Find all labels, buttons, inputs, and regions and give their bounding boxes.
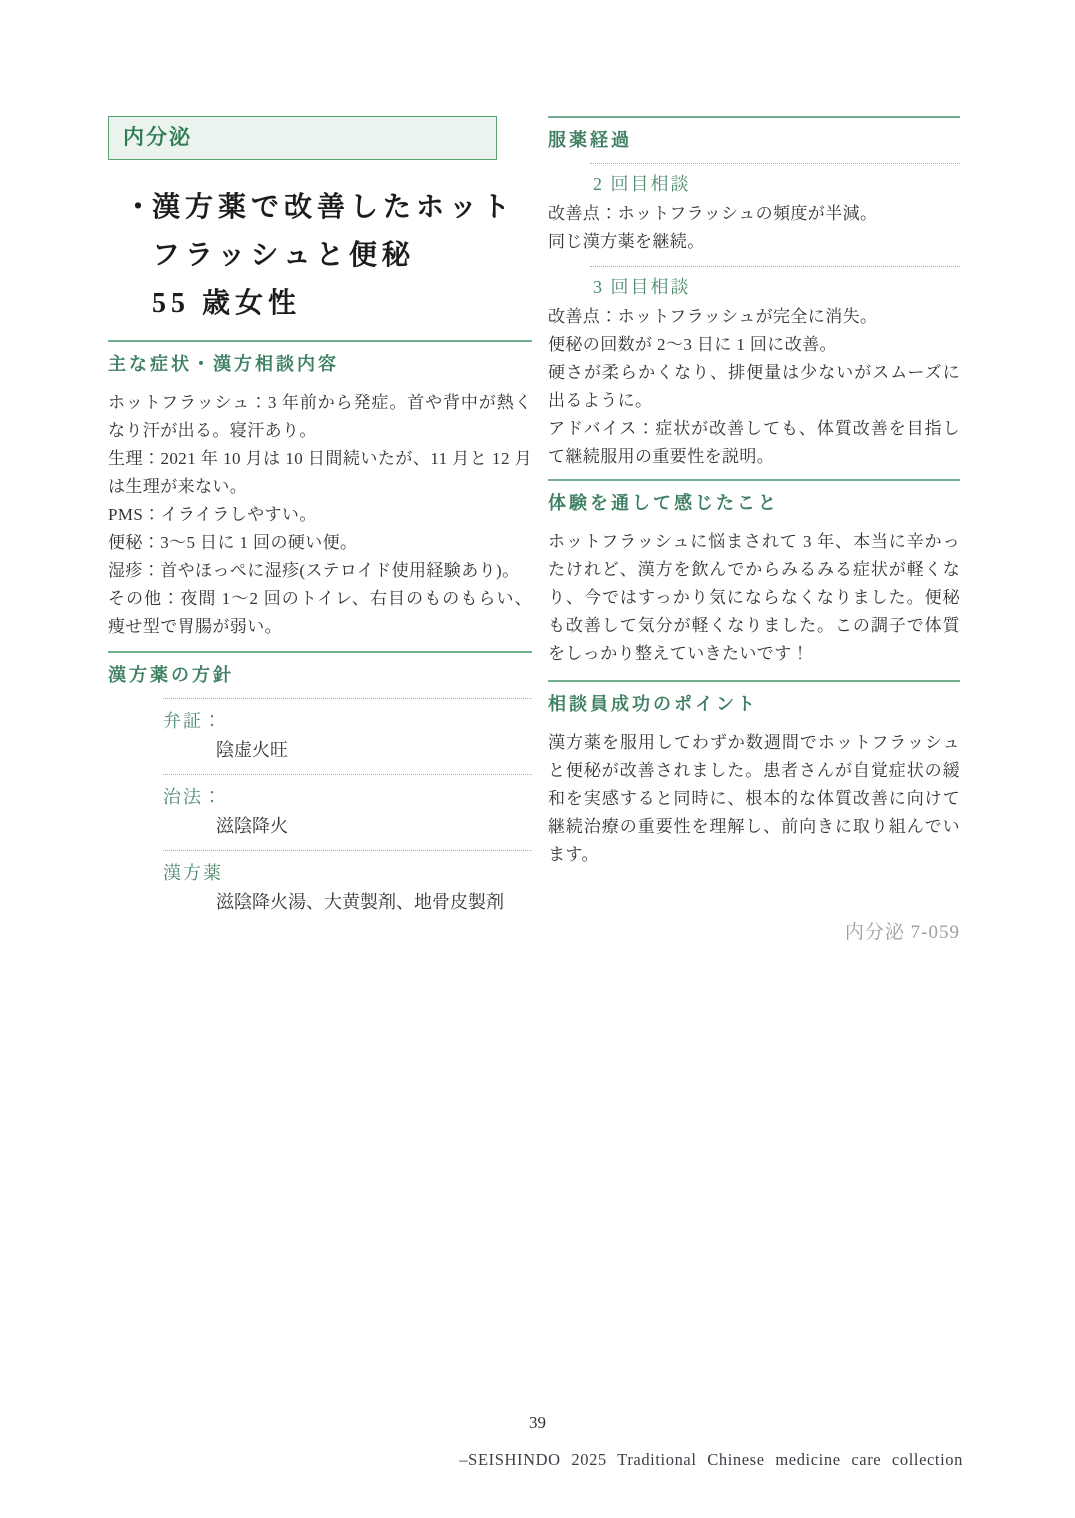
- page-number: 39: [529, 1413, 546, 1432]
- right-column: [548, 116, 960, 944]
- visit-note: 改善点：ホットフラッシュの頻度が半減。: [548, 204, 878, 223]
- policy-item-label: 治法：: [163, 787, 223, 807]
- visit-label: 2 回目相談: [593, 174, 691, 194]
- symptom-paragraph: 生理：2021 年 10 月は 10 日間続いたが、11 月と 12 月は生理が来ない。: [108, 449, 532, 496]
- dotted-divider: [590, 266, 960, 267]
- title-line-1: 漢方薬で改善したホット: [152, 192, 516, 223]
- visit-label: 3 回目相談: [593, 277, 691, 297]
- symptoms-body: [108, 389, 532, 641]
- experience-heading: 体験を通して感じたこと: [548, 493, 779, 513]
- progress-heading: 服薬経過: [548, 130, 632, 150]
- title-line-3: 55 歳女性: [152, 288, 302, 319]
- advisor-heading: 相談員成功のポイント: [548, 694, 758, 714]
- title-bullet: ・: [124, 192, 158, 223]
- policy-item-kampo: [163, 840, 532, 916]
- left-column: [108, 116, 532, 916]
- symptom-paragraph: 便秘：3～5 日に 1 回の硬い便。: [108, 533, 358, 552]
- visit-note: アドバイス：症状が改善しても、体質改善を目指して継続服用の重要性を説明。: [548, 419, 960, 466]
- symptom-paragraph: 湿疹：首やほっぺに湿疹(ステロイド使用経験あり)。: [108, 561, 520, 580]
- advisor-body: [548, 729, 960, 869]
- section-progress: [548, 116, 960, 471]
- section-advisor-points: [548, 680, 960, 869]
- experience-text: ホットフラッシュに悩まされて 3 年、本当に辛かったけれど、漢方を飲んでからみるみる症状が軽くなり、今ではすっかり気にならなくなりました。便秘も改善して気分が軽くなりました。この調子で体質をしっかり整えていきたいです！: [548, 532, 960, 663]
- dotted-divider: [163, 774, 532, 775]
- symptom-paragraph: その他：夜間 1～2 回のトイレ、右目のものもらい、痩せ型で胃腸が弱い。: [108, 589, 532, 636]
- symptom-paragraph: ホットフラッシュ：3 年前から発症。首や背中が熱くなり汗が出る。寝汗あり。: [108, 393, 532, 440]
- title-line-2: フラッシュと便秘: [152, 240, 415, 271]
- dotted-divider: [163, 850, 532, 851]
- case-code: 内分泌 7-059: [844, 922, 960, 943]
- visit-note: 硬さが柔らかくなり、排便量は少ないがスムーズに出るように。: [548, 363, 960, 410]
- category-badge: [108, 116, 497, 160]
- dotted-divider: [590, 163, 960, 164]
- visit-note: 改善点：ホットフラッシュが完全に消失。: [548, 307, 878, 326]
- policy-item-label: 漢方薬: [163, 863, 223, 883]
- section-symptoms: [108, 340, 532, 641]
- policy-item-value: 陰虚火旺: [216, 740, 288, 760]
- footer-credit: –SEISHINDO 2025 Traditional Chinese medicine care collection: [459, 1450, 963, 1469]
- section-policy: [108, 651, 532, 916]
- policy-item-chiho: [163, 764, 532, 840]
- visit-3: [548, 266, 960, 471]
- visit-note: 同じ漢方薬を継続。: [548, 232, 705, 251]
- category-label: 内分泌: [123, 126, 192, 149]
- dotted-divider: [163, 698, 532, 699]
- policy-item-bensho: [163, 688, 532, 764]
- title-lines: [152, 184, 515, 328]
- section-experience: [548, 479, 960, 668]
- policy-item-value: 滋陰降火湯、大黄製剤、地骨皮製剤: [216, 892, 504, 912]
- visit-2: [548, 163, 960, 256]
- symptoms-heading: 主な症状・漢方相談内容: [108, 354, 339, 374]
- symptom-paragraph: PMS：イライラしやすい。: [108, 505, 317, 524]
- policy-item-value: 滋陰降火: [216, 816, 288, 836]
- experience-body: [548, 528, 960, 668]
- policy-heading: 漢方薬の方針: [108, 665, 234, 685]
- case-title: [108, 184, 532, 328]
- advisor-text: 漢方薬を服用してわずか数週間でホットフラッシュと便秘が改善されました。患者さんが自覚症状の緩和を実感すると同時に、根本的な体質改善に向けて継続治療の重要性を理解し、前向きに取り組んでいます。: [548, 733, 960, 864]
- policy-item-label: 弁証：: [163, 711, 223, 731]
- visit-note: 便秘の回数が 2～3 日に 1 回に改善。: [548, 335, 837, 354]
